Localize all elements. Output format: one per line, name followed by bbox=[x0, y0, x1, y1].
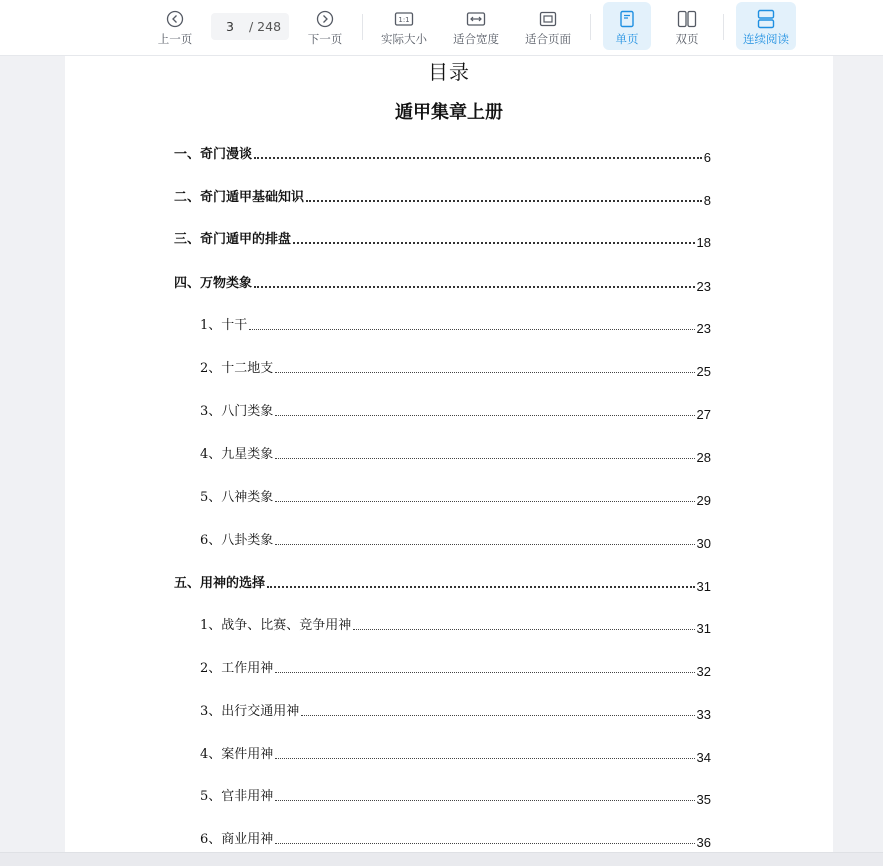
toc-entry-text: 6、商业用神 bbox=[200, 832, 274, 847]
double-page-button[interactable] bbox=[663, 2, 711, 50]
toc-entry[interactable] bbox=[200, 616, 711, 634]
prev-page-button[interactable] bbox=[150, 2, 200, 50]
toc-entry-page: 35 bbox=[696, 792, 711, 807]
toc-leader-dots bbox=[275, 800, 694, 801]
toolbar-divider bbox=[362, 14, 363, 40]
toc-entry[interactable] bbox=[200, 316, 711, 334]
toc-entry-page: 29 bbox=[696, 493, 711, 508]
continuous-scroll-icon bbox=[757, 8, 775, 30]
toc-leader-dots bbox=[306, 200, 702, 202]
continuous-reading-button[interactable] bbox=[736, 2, 796, 50]
continuous-reading-label: 连续阅读 bbox=[743, 32, 789, 46]
toc-entry[interactable] bbox=[200, 787, 711, 805]
next-page-button[interactable] bbox=[300, 2, 350, 50]
toc-entry-text: 3、八门类象 bbox=[200, 404, 274, 419]
viewer-toolbar bbox=[0, 0, 883, 56]
toc-entry-text: 6、八卦类象 bbox=[200, 533, 274, 548]
document-viewer[interactable] bbox=[0, 56, 883, 852]
document-page bbox=[65, 56, 833, 852]
actual-size-icon bbox=[394, 8, 414, 30]
toc-entry-text: 5、八神类象 bbox=[200, 490, 274, 505]
toc-entry-text: 1、战争、比赛、竞争用神 bbox=[200, 618, 352, 633]
current-page-input[interactable] bbox=[211, 19, 249, 34]
toc-leader-dots bbox=[293, 242, 695, 244]
toc-leader-dots bbox=[254, 286, 695, 288]
toc-entry-page: 34 bbox=[696, 750, 711, 765]
total-pages: / 248 bbox=[249, 19, 282, 34]
toc-leader-dots bbox=[301, 715, 694, 716]
actual-size-button[interactable] bbox=[376, 2, 432, 50]
toc-entry-page: 6 bbox=[703, 150, 711, 165]
toc-entry-page: 18 bbox=[696, 235, 711, 250]
chevron-left-circle-icon bbox=[166, 8, 184, 30]
fit-page-label: 适合页面 bbox=[525, 32, 571, 46]
toc-entry[interactable] bbox=[174, 574, 711, 592]
toc-leader-dots bbox=[275, 544, 694, 545]
toc-entry[interactable] bbox=[200, 830, 711, 848]
toc-entry-page: 28 bbox=[696, 450, 711, 465]
toc-entry-text: 三、奇门遁甲的排盘 bbox=[174, 232, 292, 247]
toc-leader-dots bbox=[267, 586, 695, 588]
page-title: 目录 bbox=[428, 60, 470, 84]
toc-entry-page: 31 bbox=[696, 621, 711, 636]
toc-leader-dots bbox=[275, 672, 694, 673]
toc-entry-page: 31 bbox=[696, 579, 711, 594]
toc-entry-page: 36 bbox=[696, 835, 711, 850]
toc-entry[interactable] bbox=[200, 488, 711, 506]
toc-entry-page: 23 bbox=[696, 321, 711, 336]
toc-entry[interactable] bbox=[174, 274, 711, 292]
toc-leader-dots bbox=[275, 758, 694, 759]
toc-entry-page: 32 bbox=[696, 664, 711, 679]
actual-size-label: 实际大小 bbox=[381, 32, 427, 46]
toc-leader-dots bbox=[353, 629, 694, 630]
double-page-label: 双页 bbox=[675, 32, 699, 46]
toc-entry[interactable] bbox=[200, 745, 711, 763]
toolbar-divider bbox=[723, 14, 724, 40]
toc-entry[interactable] bbox=[200, 702, 711, 720]
toc-entry-text: 二、奇门遁甲基础知识 bbox=[174, 190, 305, 205]
toc-entry[interactable] bbox=[200, 445, 711, 463]
single-page-label: 单页 bbox=[615, 32, 639, 46]
toc-leader-dots bbox=[249, 329, 694, 330]
toc-entry[interactable] bbox=[200, 359, 711, 377]
toc-entry-text: 5、官非用神 bbox=[200, 789, 274, 804]
svg-text:1:1: 1:1 bbox=[398, 16, 410, 24]
toc-entry-text: 3、出行交通用神 bbox=[200, 704, 300, 719]
toc-leader-dots bbox=[254, 157, 702, 159]
toc-entry[interactable] bbox=[200, 531, 711, 549]
toc-entry-page: 23 bbox=[696, 279, 711, 294]
toc-entry-text: 4、九星类象 bbox=[200, 447, 274, 462]
toc-entry-page: 30 bbox=[696, 536, 711, 551]
page-subtitle: 遁甲集章上册 bbox=[395, 102, 503, 123]
toc-leader-dots bbox=[275, 458, 694, 459]
bottom-bar bbox=[0, 852, 883, 866]
toc-entry[interactable] bbox=[174, 145, 711, 163]
toc-leader-dots bbox=[275, 843, 694, 844]
toc-entry-page: 25 bbox=[696, 364, 711, 379]
single-page-icon bbox=[619, 8, 635, 30]
fit-page-icon bbox=[538, 8, 558, 30]
chevron-right-circle-icon bbox=[316, 8, 334, 30]
prev-page-label: 上一页 bbox=[157, 32, 193, 46]
toc-entry[interactable] bbox=[174, 230, 711, 248]
single-page-button[interactable] bbox=[603, 2, 651, 50]
toc-entry-text: 2、工作用神 bbox=[200, 661, 274, 676]
fit-width-icon bbox=[466, 8, 486, 30]
toc-leader-dots bbox=[275, 372, 694, 373]
toc-entry-page: 33 bbox=[696, 707, 711, 722]
fit-page-button[interactable] bbox=[520, 2, 576, 50]
toc-leader-dots bbox=[275, 501, 694, 502]
toolbar-divider bbox=[590, 14, 591, 40]
toc-leader-dots bbox=[275, 415, 694, 416]
fit-width-label: 适合宽度 bbox=[453, 32, 499, 46]
double-page-icon bbox=[677, 8, 697, 30]
toc-entry-text: 1、十干 bbox=[200, 318, 248, 333]
toc-entry[interactable] bbox=[174, 188, 711, 206]
page-number-field[interactable] bbox=[211, 13, 289, 40]
toc-entry-text: 五、用神的选择 bbox=[174, 576, 266, 591]
fit-width-button[interactable] bbox=[448, 2, 504, 50]
toc-entry[interactable] bbox=[200, 402, 711, 420]
toc-entry-page: 8 bbox=[703, 193, 711, 208]
toc-entry-page: 27 bbox=[696, 407, 711, 422]
toc-entry-text: 2、十二地支 bbox=[200, 361, 274, 376]
toc-entry[interactable] bbox=[200, 659, 711, 677]
toc-entry-text: 4、案件用神 bbox=[200, 747, 274, 762]
toc-entry-text: 四、万物类象 bbox=[174, 276, 253, 291]
toc-entry-text: 一、奇门漫谈 bbox=[174, 147, 253, 162]
next-page-label: 下一页 bbox=[307, 32, 343, 46]
